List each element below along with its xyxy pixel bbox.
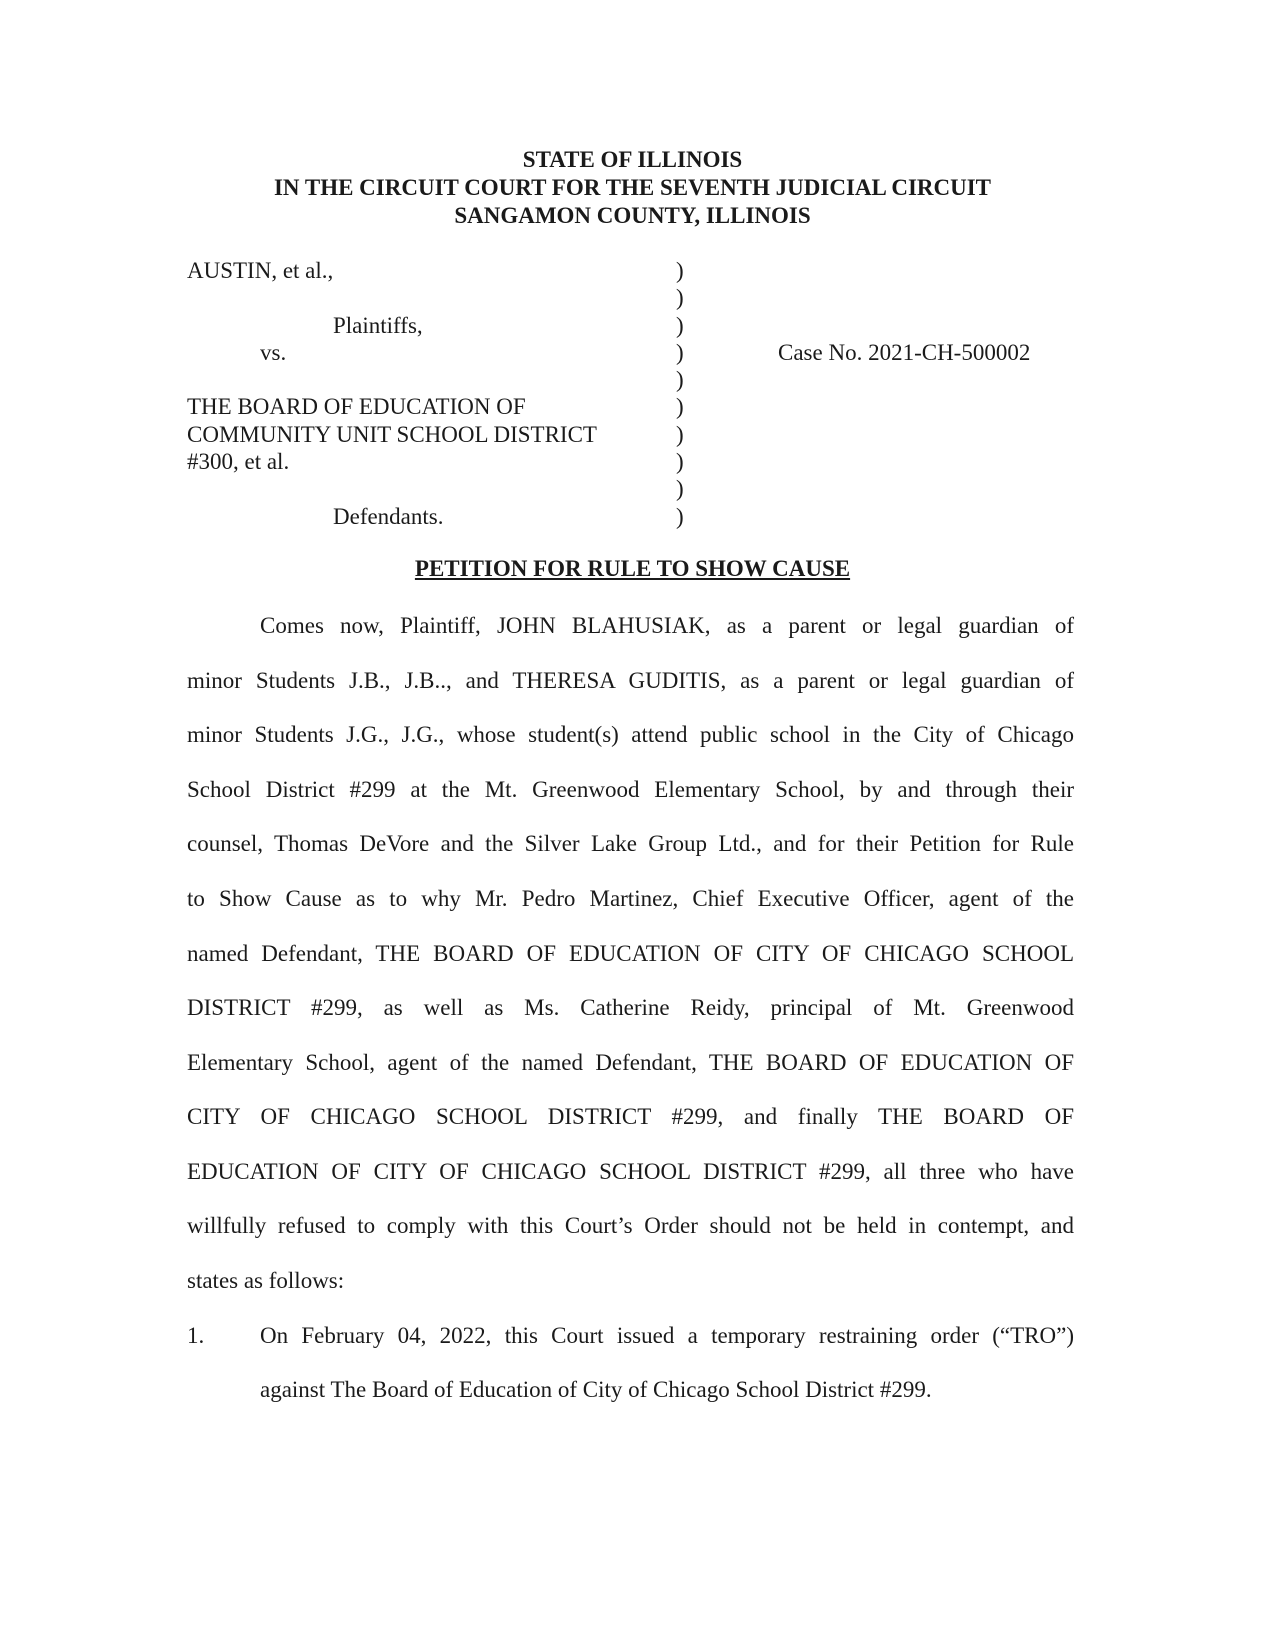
caption-vs: vs. (260, 340, 287, 365)
caption-paren: ) (676, 340, 684, 365)
caption-paren: ) (676, 504, 684, 529)
case-number: Case No. 2021-CH-500002 (778, 340, 1031, 365)
body-line: minor Students J.G., J.G., whose student(s) attend public school in the City of Chicago (187, 722, 1074, 747)
caption-paren: ) (676, 313, 684, 338)
caption-paren: ) (676, 449, 684, 474)
item-number: 1. (187, 1323, 205, 1348)
body-line: minor Students J.B., J.B.., and THERESA GUDITIS, as a parent or legal guardian of (187, 668, 1074, 693)
caption-paren: ) (676, 258, 684, 283)
court-header (0, 146, 1265, 230)
body-line: states as follows: (187, 1268, 345, 1293)
body-line: willfully refused to comply with this Court’s Order should not be held in contempt, and (187, 1213, 1074, 1238)
body-line: Elementary School, agent of the named Defendant, THE BOARD OF EDUCATION OF (187, 1050, 1074, 1075)
header-county: SANGAMON COUNTY, ILLINOIS (454, 203, 811, 228)
caption-defendants-label: Defendants. (333, 504, 444, 529)
caption-plaintiff-name: AUSTIN, et al., (187, 258, 334, 283)
body-line: DISTRICT #299, as well as Ms. Catherine Reidy, principal of Mt. Greenwood (187, 995, 1074, 1020)
body-line: to Show Cause as to why Mr. Pedro Martinez, Chief Executive Officer, agent of the (187, 886, 1074, 911)
body-line: counsel, Thomas DeVore and the Silver Lake Group Ltd., and for their Petition for Rule (187, 831, 1074, 856)
header-court: IN THE CIRCUIT COURT FOR THE SEVENTH JUDICIAL CIRCUIT (273, 175, 992, 200)
body-line: EDUCATION OF CITY OF CHICAGO SCHOOL DISTRICT #299, all three who have (187, 1159, 1074, 1184)
caption-paren: ) (676, 367, 684, 392)
caption-paren: ) (676, 285, 684, 310)
caption-paren: ) (676, 422, 684, 447)
caption-paren: ) (676, 394, 684, 419)
body-line: CITY OF CHICAGO SCHOOL DISTRICT #299, and finally THE BOARD OF (187, 1104, 1074, 1129)
caption-defendant-line3: #300, et al. (187, 449, 290, 474)
body-line: named Defendant, THE BOARD OF EDUCATION OF CITY OF CHICAGO SCHOOL (187, 941, 1074, 966)
item-text-line: On February 04, 2022, this Court issued a temporary restraining order (“TRO”) (260, 1323, 1074, 1348)
header-state: STATE OF ILLINOIS (522, 147, 743, 172)
caption-defendant-line1: THE BOARD OF EDUCATION OF (187, 394, 526, 419)
caption-defendant-line2: COMMUNITY UNIT SCHOOL DISTRICT (187, 422, 597, 447)
body-line: Comes now, Plaintiff, JOHN BLAHUSIAK, as a parent or legal guardian of (260, 613, 1074, 638)
petition-title: PETITION FOR RULE TO SHOW CAUSE (414, 556, 851, 581)
item-text-line: against The Board of Education of City of Chicago School District #299. (260, 1377, 932, 1402)
body-line: School District #299 at the Mt. Greenwood Elementary School, by and through their (187, 777, 1074, 802)
caption-paren: ) (676, 476, 684, 501)
caption-plaintiffs-label: Plaintiffs, (333, 313, 423, 338)
